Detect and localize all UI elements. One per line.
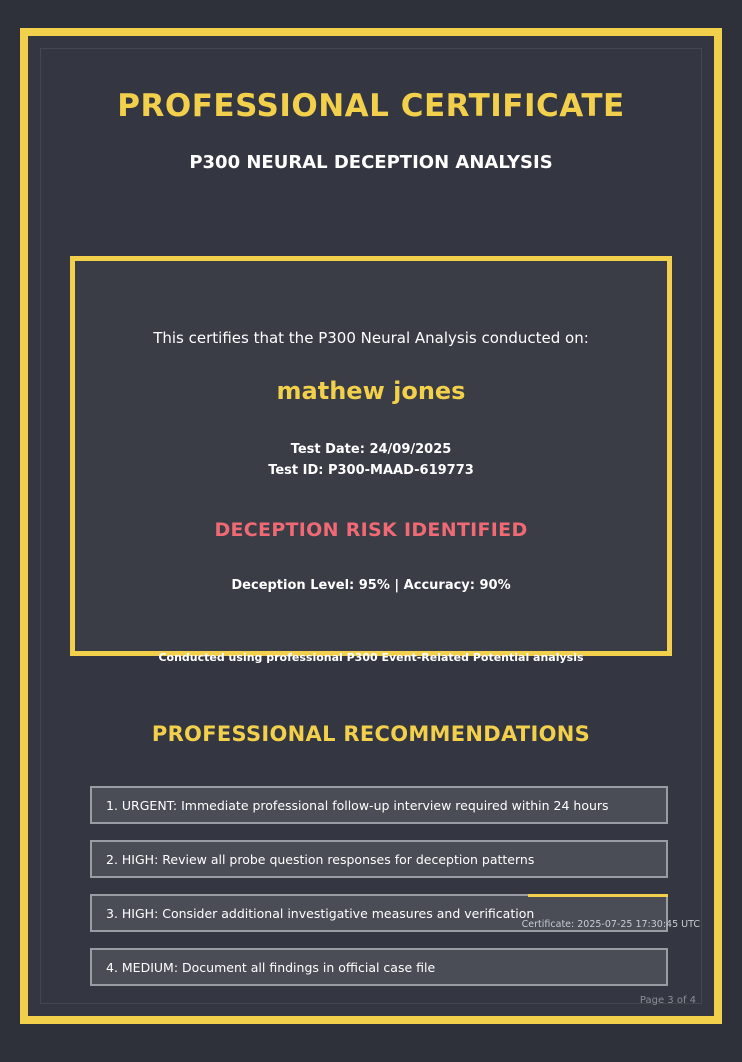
subject-name: mathew jones [276,377,466,405]
page-number: Page 3 of 4 [639,995,696,1006]
recommendation-text: 3. HIGH: Consider additional investigative measures and verification [106,905,535,921]
risk-status-badge: DECEPTION RISK IDENTIFIED [214,519,528,541]
recommendation-text: 2. HIGH: Review all probe question responses for deception patterns [106,851,535,867]
certificate-timestamp: Certificate: 2025-07-25 17:30:45 UTC [521,919,700,930]
gold-border-frame [20,28,722,1024]
test-date: Test Date: 24/09/2025 [290,442,452,457]
list-item [90,840,668,878]
page-subtitle: P300 NEURAL DECEPTION ANALYSIS [189,152,553,173]
method-note: Conducted using professional P300 Event-Related Potential analysis [158,651,584,664]
certificate-panel [70,256,672,664]
list-item [90,948,668,986]
deception-accuracy-levels: Deception Level: 95% | Accuracy: 90% [231,578,511,593]
page-title: PROFESSIONAL CERTIFICATE [117,88,625,124]
certificate-intro-text: This certifies that the P300 Neural Analysis conducted on: [153,329,589,347]
recommendation-text: 4. MEDIUM: Document all findings in official case file [106,959,436,975]
recommendations-heading: PROFESSIONAL RECOMMENDATIONS [151,722,591,746]
gold-accent-bar [528,894,668,897]
test-id: Test ID: P300-MAAD-619773 [268,463,474,478]
recommendation-text: 1. URGENT: Immediate professional follow-up interview required within 24 hours [106,797,609,813]
list-item [90,786,668,824]
test-metadata [75,439,667,481]
